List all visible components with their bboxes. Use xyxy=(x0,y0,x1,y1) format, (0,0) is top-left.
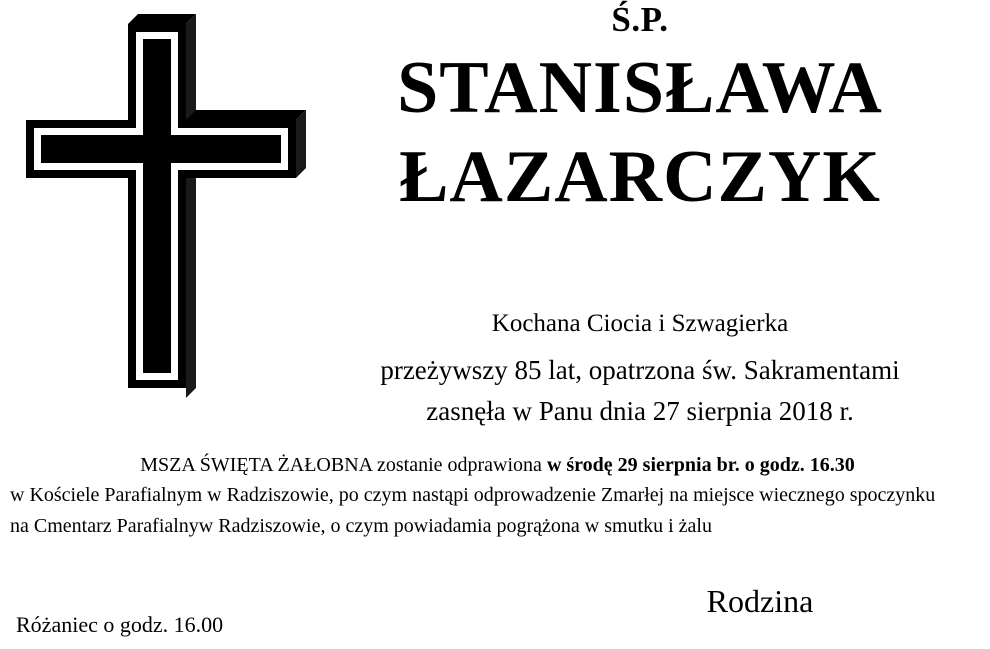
notice-heading xyxy=(300,2,980,221)
service-line-3: na Cmentarz Parafialnyw Radziszowie, o czym powiadamia pogrążona w smutku i żalu xyxy=(10,514,712,537)
latin-cross-icon xyxy=(10,8,310,398)
latin-cross-illustration xyxy=(10,8,310,398)
service-line-1-emphasis: w środę 29 sierpnia br. o godz. 16.30 xyxy=(546,454,855,476)
service-line-1 xyxy=(10,450,985,480)
death-date-text: zasnęła w Panu dnia 27 sierpnia 2018 r. xyxy=(426,395,854,426)
age-sacraments-text: przeżywszy 85 lat, opatrzona św. Sakramentami xyxy=(380,354,900,385)
rosary-note: Różaniec o godz. 16.00 xyxy=(16,612,224,637)
honorific-text: Ś.P. xyxy=(611,0,669,39)
deceased-last-name: ŁAZARCZYK xyxy=(399,136,881,219)
service-line-1-prefix: MSZA ŚWIĘTA ŻAŁOBNA zostanie odprawiona xyxy=(140,454,547,476)
relation-text: Kochana Ciocia i Szwagierka xyxy=(491,310,789,337)
service-line-2: w Kościele Parafialnym w Radziszowie, po czym nastąpi odprowadzenie Zmarłej na miejsce wiecznego spoczynku xyxy=(10,484,936,507)
deceased-description xyxy=(300,305,980,431)
service-details xyxy=(10,450,985,541)
deceased-first-name: STANISŁAWA xyxy=(397,46,883,129)
signature-text: Rodzina xyxy=(706,583,814,619)
